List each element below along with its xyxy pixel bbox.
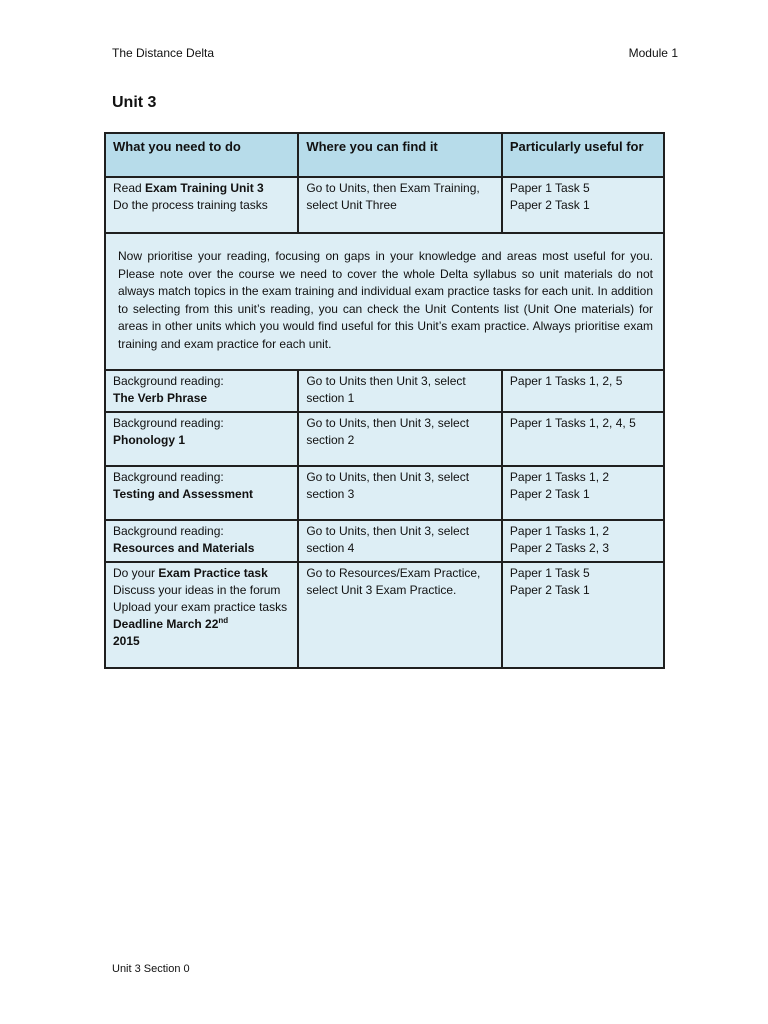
header-what-to-do: What you need to do bbox=[106, 134, 297, 176]
cell-task bbox=[106, 371, 297, 411]
table-header-row bbox=[106, 134, 663, 176]
task-label: Background reading: bbox=[113, 524, 224, 538]
cell-useful-for: Paper 1 Tasks 1, 2, 4, 5 bbox=[503, 413, 663, 465]
task-prefix: Read bbox=[113, 181, 146, 195]
deadline-ordinal: nd bbox=[218, 616, 229, 625]
deadline-year: 2015 bbox=[113, 634, 140, 648]
cell-location: Go to Units, then Unit 3, select section 4 bbox=[299, 521, 501, 561]
useful-line: Paper 2 Task 1 bbox=[509, 487, 590, 501]
table-row bbox=[106, 413, 663, 465]
header-course-name: The Distance Delta bbox=[112, 46, 215, 60]
task-label: Background reading: bbox=[113, 374, 224, 388]
task-title: Phonology 1 bbox=[113, 433, 185, 447]
header-module: Module 1 bbox=[628, 46, 678, 60]
task-label: Background reading: bbox=[113, 416, 224, 430]
task-title: Exam Practice task bbox=[158, 566, 268, 580]
cell-task bbox=[106, 467, 297, 519]
useful-line: Paper 2 Task 1 bbox=[509, 583, 590, 597]
cell-task bbox=[106, 563, 297, 667]
cell-location: Go to Units, then Unit 3, select section 2 bbox=[299, 413, 501, 465]
note-row bbox=[106, 234, 663, 369]
useful-line: Paper 1 Task 5 bbox=[509, 181, 590, 195]
header-useful-for: Particularly useful for bbox=[503, 134, 663, 176]
task-title: Exam Training Unit 3 bbox=[145, 181, 264, 195]
cell-location: Go to Units, then Unit 3, select section 3 bbox=[299, 467, 501, 519]
cell-useful-for bbox=[503, 178, 663, 232]
table-row bbox=[106, 371, 663, 411]
deadline bbox=[113, 617, 228, 648]
task-detail: Discuss your ideas in the forum bbox=[113, 583, 281, 597]
table-row bbox=[106, 178, 663, 232]
cell-location: Go to Units, then Exam Training, select Unit Three bbox=[299, 178, 501, 232]
cell-task bbox=[106, 413, 297, 465]
useful-line: Paper 2 Task 1 bbox=[509, 198, 590, 212]
cell-useful-for bbox=[503, 563, 663, 667]
cell-useful-for: Paper 1 Tasks 1, 2, 5 bbox=[503, 371, 663, 411]
deadline-date: Deadline March 22 bbox=[113, 617, 219, 631]
task-label: Background reading: bbox=[113, 470, 224, 484]
task-title: Resources and Materials bbox=[113, 541, 255, 555]
header-where-to-find: Where you can find it bbox=[299, 134, 501, 176]
unit-task-table bbox=[104, 132, 665, 669]
cell-location: Go to Units then Unit 3, select section 1 bbox=[299, 371, 501, 411]
useful-line: Paper 1 Tasks 1, 2 bbox=[509, 470, 610, 484]
useful-line: Paper 1 Task 5 bbox=[509, 566, 590, 580]
task-title: The Verb Phrase bbox=[113, 391, 208, 405]
reading-note: Now prioritise your reading, focusing on gaps in your knowledge and areas most useful for you. Please note over the course we need to cover the whole Delta syllabus so unit materials do not always match topics in the exam training and individual exam practice tasks for each unit. In addition to selecting from this unit’s reading, you can check the Unit Contents list (Unit One materials) for areas in other units which you would find useful for this Unit’s exam practice. Always prioritise exam training and exam practice for each unit. bbox=[106, 234, 663, 369]
cell-location: Go to Resources/Exam Practice, select Unit 3 Exam Practice. bbox=[299, 563, 501, 667]
task-prefix: Do your bbox=[113, 566, 159, 580]
table-row bbox=[106, 521, 663, 561]
task-detail: Do the process training tasks bbox=[113, 198, 268, 212]
cell-useful-for bbox=[503, 467, 663, 519]
table-row bbox=[106, 563, 663, 667]
useful-line: Paper 1 Tasks 1, 2 bbox=[509, 524, 610, 538]
cell-task bbox=[106, 521, 297, 561]
cell-task bbox=[106, 178, 297, 232]
table-row bbox=[106, 467, 663, 519]
task-title: Testing and Assessment bbox=[113, 487, 254, 501]
task-detail: Upload your exam practice tasks bbox=[113, 600, 288, 614]
page-title: Unit 3 bbox=[112, 94, 157, 111]
footer-section: Unit 3 Section 0 bbox=[112, 963, 190, 975]
useful-line: Paper 2 Tasks 2, 3 bbox=[509, 541, 610, 555]
cell-useful-for bbox=[503, 521, 663, 561]
